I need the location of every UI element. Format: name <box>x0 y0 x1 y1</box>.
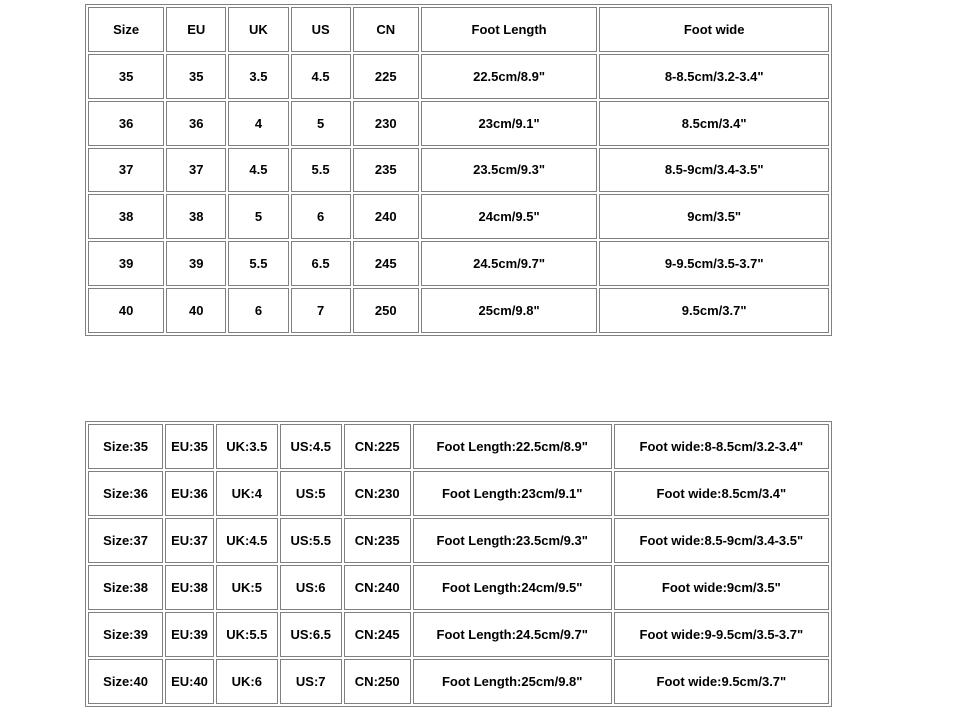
table-row <box>88 241 829 286</box>
eu-cell: EU:38 <box>165 565 214 610</box>
foot-length-cell: Foot Length:25cm/9.8" <box>413 659 612 704</box>
size-chart-body <box>88 7 829 333</box>
uk-cell: 4.5 <box>228 148 288 193</box>
cn-cell: CN:250 <box>344 659 411 704</box>
uk-cell: UK:4.5 <box>216 518 278 563</box>
size-cell: Size:36 <box>88 471 163 516</box>
eu-cell: 40 <box>166 288 226 333</box>
size-cell: Size:40 <box>88 659 163 704</box>
foot-length-cell: Foot Length:23.5cm/9.3" <box>413 518 612 563</box>
uk-cell: 3.5 <box>228 54 288 99</box>
eu-cell: EU:35 <box>165 424 214 469</box>
cn-cell: 225 <box>353 54 419 99</box>
labeled-size-chart-table <box>85 421 832 707</box>
uk-cell: UK:6 <box>216 659 278 704</box>
table-row <box>88 54 829 99</box>
foot-wide-cell: 9-9.5cm/3.5-3.7" <box>599 241 829 286</box>
us-cell: US:4.5 <box>280 424 342 469</box>
size-cell: 38 <box>88 194 164 239</box>
uk-cell: 6 <box>228 288 288 333</box>
foot-wide-cell: Foot wide:8.5cm/3.4" <box>614 471 829 516</box>
table-row <box>88 288 829 333</box>
size-chart-table <box>85 4 832 336</box>
table-row <box>88 471 829 516</box>
table-row <box>88 424 829 469</box>
foot-length-cell: 22.5cm/8.9" <box>421 54 597 99</box>
eu-cell: EU:39 <box>165 612 214 657</box>
uk-cell: UK:4 <box>216 471 278 516</box>
foot-length-cell: Foot Length:22.5cm/8.9" <box>413 424 612 469</box>
us-header: US <box>291 7 351 52</box>
foot-length-cell: Foot Length:23cm/9.1" <box>413 471 612 516</box>
cn-cell: CN:235 <box>344 518 411 563</box>
us-cell: 7 <box>291 288 351 333</box>
foot-wide-cell: Foot wide:9.5cm/3.7" <box>614 659 829 704</box>
foot-length-cell: 24cm/9.5" <box>421 194 597 239</box>
labeled-size-chart-body <box>88 424 829 704</box>
foot-wide-cell: 8.5-9cm/3.4-3.5" <box>599 148 829 193</box>
size-header: Size <box>88 7 164 52</box>
us-cell: 6 <box>291 194 351 239</box>
foot-wide-cell: 9cm/3.5" <box>599 194 829 239</box>
foot-wide-cell: 9.5cm/3.7" <box>599 288 829 333</box>
us-cell: 4.5 <box>291 54 351 99</box>
uk-cell: UK:5 <box>216 565 278 610</box>
eu-cell: 35 <box>166 54 226 99</box>
eu-header: EU <box>166 7 226 52</box>
table-row <box>88 518 829 563</box>
uk-cell: 5 <box>228 194 288 239</box>
size-cell: 40 <box>88 288 164 333</box>
foot-length-cell: 25cm/9.8" <box>421 288 597 333</box>
us-cell: US:6 <box>280 565 342 610</box>
uk-header: UK <box>228 7 288 52</box>
foot-length-cell: 24.5cm/9.7" <box>421 241 597 286</box>
cn-cell: 250 <box>353 288 419 333</box>
header-row <box>88 7 829 52</box>
size-cell: 36 <box>88 101 164 146</box>
table-row <box>88 565 829 610</box>
table-row <box>88 148 829 193</box>
foot-length-header: Foot Length <box>421 7 597 52</box>
us-cell: US:6.5 <box>280 612 342 657</box>
table-row <box>88 194 829 239</box>
size-cell: Size:37 <box>88 518 163 563</box>
uk-cell: UK:5.5 <box>216 612 278 657</box>
cn-cell: CN:240 <box>344 565 411 610</box>
foot-wide-cell: Foot wide:8-8.5cm/3.2-3.4" <box>614 424 829 469</box>
size-cell: Size:38 <box>88 565 163 610</box>
table-row <box>88 101 829 146</box>
foot-length-cell: Foot Length:24cm/9.5" <box>413 565 612 610</box>
foot-wide-cell: 8.5cm/3.4" <box>599 101 829 146</box>
cn-cell: 245 <box>353 241 419 286</box>
cn-cell: CN:245 <box>344 612 411 657</box>
eu-cell: 37 <box>166 148 226 193</box>
eu-cell: EU:37 <box>165 518 214 563</box>
size-cell: 37 <box>88 148 164 193</box>
foot-wide-cell: Foot wide:9cm/3.5" <box>614 565 829 610</box>
us-cell: 5.5 <box>291 148 351 193</box>
size-cell: Size:39 <box>88 612 163 657</box>
cn-cell: CN:225 <box>344 424 411 469</box>
cn-cell: 230 <box>353 101 419 146</box>
eu-cell: 36 <box>166 101 226 146</box>
cn-cell: 240 <box>353 194 419 239</box>
foot-length-cell: Foot Length:24.5cm/9.7" <box>413 612 612 657</box>
foot-length-cell: 23.5cm/9.3" <box>421 148 597 193</box>
foot-wide-cell: Foot wide:8.5-9cm/3.4-3.5" <box>614 518 829 563</box>
foot-length-cell: 23cm/9.1" <box>421 101 597 146</box>
eu-cell: EU:40 <box>165 659 214 704</box>
eu-cell: 38 <box>166 194 226 239</box>
cn-header: CN <box>353 7 419 52</box>
size-cell: Size:35 <box>88 424 163 469</box>
us-cell: 5 <box>291 101 351 146</box>
us-cell: US:5 <box>280 471 342 516</box>
uk-cell: 5.5 <box>228 241 288 286</box>
foot-wide-header: Foot wide <box>599 7 829 52</box>
cn-cell: 235 <box>353 148 419 193</box>
uk-cell: UK:3.5 <box>216 424 278 469</box>
uk-cell: 4 <box>228 101 288 146</box>
table-row <box>88 659 829 704</box>
us-cell: US:7 <box>280 659 342 704</box>
cn-cell: CN:230 <box>344 471 411 516</box>
eu-cell: EU:36 <box>165 471 214 516</box>
size-cell: 39 <box>88 241 164 286</box>
us-cell: 6.5 <box>291 241 351 286</box>
foot-wide-cell: Foot wide:9-9.5cm/3.5-3.7" <box>614 612 829 657</box>
table-row <box>88 612 829 657</box>
size-cell: 35 <box>88 54 164 99</box>
us-cell: US:5.5 <box>280 518 342 563</box>
foot-wide-cell: 8-8.5cm/3.2-3.4" <box>599 54 829 99</box>
eu-cell: 39 <box>166 241 226 286</box>
